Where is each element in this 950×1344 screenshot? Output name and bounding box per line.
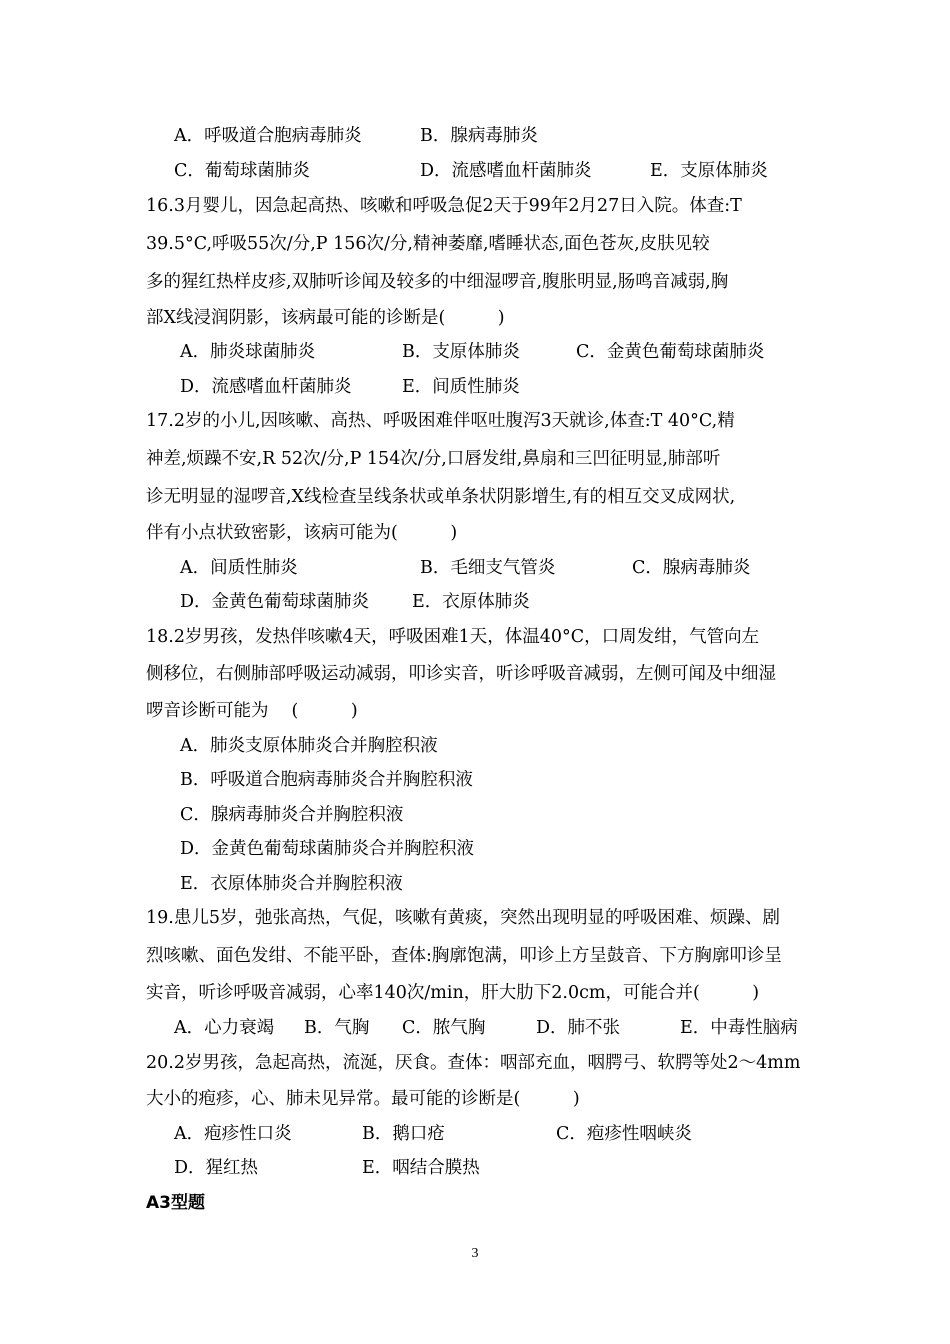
page-number: 3 — [471, 1246, 479, 1261]
q15-option-c: C．葡萄球菌肺炎 — [174, 161, 310, 181]
q18-option-e: E．衣原体肺炎合并胸腔积液 — [180, 874, 403, 894]
q16-stem-line-3: 多的猩红热样皮疹,双肺听诊闻及较多的中细湿啰音,腹胀明显,肠鸣音减弱,胸 — [146, 272, 729, 292]
q17-stem-line-1: 17.2岁的小儿,因咳嗽、高热、呼吸困难伴呕吐腹泻3天就诊,体查:T 40°C,精 — [146, 411, 735, 431]
q16-stem-line-4: 部X线浸润阴影，该病最可能的诊断是( ) — [146, 308, 505, 328]
q20-option-a: A．疱疹性口炎 — [174, 1124, 292, 1144]
q17-option-b: B．毛细支气管炎 — [420, 558, 556, 578]
q19-option-e: E．中毒性脑病 — [680, 1018, 798, 1038]
q16-option-e: E．间质性肺炎 — [402, 377, 520, 397]
q16-option-b: B．支原体肺炎 — [402, 342, 520, 362]
q17-option-d: D．金黄色葡萄球菌肺炎 — [180, 592, 370, 612]
q20-option-e: E．咽结合膜热 — [362, 1158, 480, 1178]
q20-stem-line-2: 大小的疱疹，心、肺未见异常。最可能的诊断是( ) — [146, 1089, 580, 1109]
q19-option-a: A．心力衰竭 — [174, 1018, 275, 1038]
q19-option-d: D．肺不张 — [536, 1018, 621, 1038]
q17-option-e: E．衣原体肺炎 — [412, 592, 530, 612]
q18-option-d: D．金黄色葡萄球菌肺炎合并胸腔积液 — [180, 839, 475, 859]
q18-option-b: B．呼吸道合胞病毒肺炎合并胸腔积液 — [180, 770, 473, 790]
q15-option-b: B．腺病毒肺炎 — [420, 126, 538, 146]
q17-stem-line-3: 诊无明显的湿啰音,X线检查呈线条状或单条状阴影增生,有的相互交叉成网状, — [146, 487, 736, 507]
q19-stem-line-1: 19.患儿5岁，弛张高热，气促，咳嗽有黄痰，突然出现明显的呼吸困难、烦躁、剧 — [146, 908, 780, 928]
q16-option-d: D．流感嗜血杆菌肺炎 — [180, 377, 352, 397]
q20-stem-line-1: 20.2岁男孩，急起高热，流涎，厌食。查体：咽部充血，咽腭弓、软腭等处2～4mm — [146, 1053, 801, 1073]
q16-option-c: C．金黄色葡萄球菌肺炎 — [576, 342, 765, 362]
q17-option-c: C．腺病毒肺炎 — [632, 558, 751, 578]
section-heading-a3: A3型题 — [146, 1193, 205, 1213]
q20-option-d: D．猩红热 — [174, 1158, 259, 1178]
q18-stem-line-1: 18.2岁男孩，发热伴咳嗽4天，呼吸困难1天，体温40°C，口周发绀，气管向左 — [146, 627, 760, 647]
q20-option-c: C．疱疹性咽峡炎 — [556, 1124, 692, 1144]
q20-option-b: B．鹅口疮 — [362, 1124, 445, 1144]
q16-stem-line-1: 16.3月婴儿，因急起高热、咳嗽和呼吸急促2天于99年2月27日入院。体查:T — [146, 196, 742, 216]
q15-option-e: E．支原体肺炎 — [650, 161, 768, 181]
q18-option-c: C．腺病毒肺炎合并胸腔积液 — [180, 805, 404, 825]
q17-stem-line-2: 神差,烦躁不安,R 52次/分,P 154次/分,口唇发绀,鼻扇和三凹征明显,肺部听 — [146, 449, 721, 469]
q16-stem-line-2: 39.5°C,呼吸55次/分,P 156次/分,精神萎靡,嗜睡状态,面色苍灰,皮肤见较 — [146, 234, 710, 254]
q15-option-a: A．呼吸道合胞病毒肺炎 — [174, 126, 362, 146]
q18-stem-line-2: 侧移位，右侧肺部呼吸运动减弱，叩诊实音，听诊呼吸音减弱，左侧可闻及中细湿 — [146, 664, 776, 684]
q18-stem-line-3: 啰音诊断可能为 ( ) — [146, 701, 358, 721]
q16-option-a: A．肺炎球菌肺炎 — [180, 342, 316, 362]
q18-option-a: A．肺炎支原体肺炎合并胸腔积液 — [180, 736, 438, 756]
q15-option-d: D．流感嗜血杆菌肺炎 — [420, 161, 592, 181]
q19-stem-line-2: 烈咳嗽、面色发绀、不能平卧，查体:胸廓饱满，叩诊上方呈鼓音、下方胸廓叩诊呈 — [146, 946, 782, 966]
q17-option-a: A．间质性肺炎 — [180, 558, 298, 578]
q19-option-c: C．脓气胸 — [402, 1018, 486, 1038]
q17-stem-line-4: 伴有小点状致密影，该病可能为( ) — [146, 523, 458, 543]
q19-option-b: B．气胸 — [304, 1018, 370, 1038]
q19-stem-line-3: 实音，听诊呼吸音减弱，心率140次/min，肝大肋下2.0cm，可能合并( ) — [146, 983, 760, 1003]
